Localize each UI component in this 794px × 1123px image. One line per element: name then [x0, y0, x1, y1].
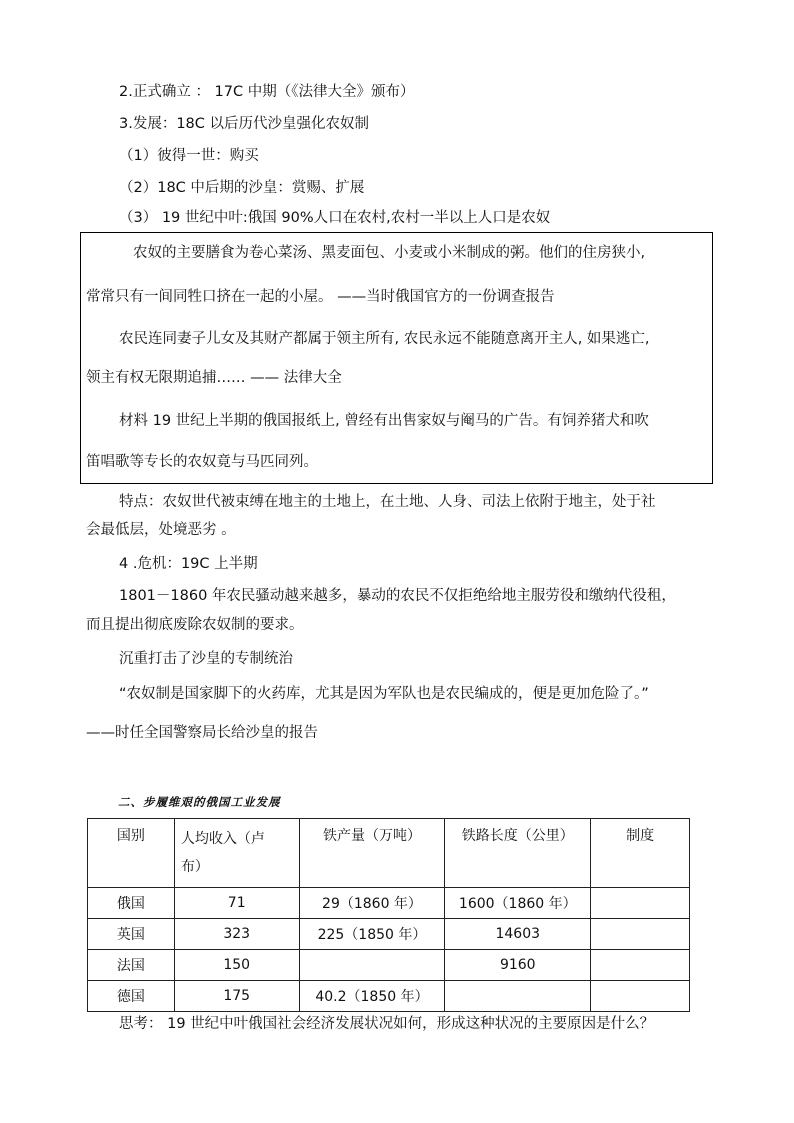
header-income-line1: 人均收入（卢	[180, 831, 265, 847]
table-row	[88, 888, 690, 919]
industry-table	[87, 818, 690, 1012]
crisis-quote: “农奴制是国家脚下的火药库，尤其是因为军队也是农民编成的，便是更加危险了。”	[119, 686, 649, 702]
crisis-title: 4 .危机：19C 上半期	[119, 556, 258, 572]
crisis-line2: 而且提出彻底废除农奴制的要求。	[86, 617, 304, 633]
cell-iron: 40.2（1850 年）	[299, 981, 445, 1012]
crisis-line1: 1801－1860 年农民骚动越来越多，暴动的农民不仅拒绝给地主服劳役和缴纳代役租，	[119, 588, 676, 604]
item-formal-establishment: 2.正式确立 ： 17C 中期（《法律大全》颁布）	[119, 84, 415, 100]
header-iron: 铁产量（万吨）	[299, 819, 445, 888]
cell-income: 150	[174, 950, 299, 981]
cell-country: 英国	[88, 919, 175, 950]
cell-iron: 29（1860 年）	[299, 888, 445, 919]
sub-item-19c: （3） 19 世纪中叶:俄国 90%人口在农村,农村一半以上人口是农奴	[119, 210, 551, 226]
material-para3-line2: 笛唱歌等专长的农奴竟与马匹同列。	[86, 454, 318, 470]
material-box	[80, 232, 713, 484]
header-income-line2: 布）	[180, 859, 209, 875]
cell-country: 俄国	[88, 888, 175, 919]
header-country: 国别	[88, 819, 175, 888]
table-row	[88, 981, 690, 1012]
section-2-title: 二、步履维艰的俄国工业发展	[118, 795, 281, 809]
cell-country: 德国	[88, 981, 175, 1012]
cell-rail: 9160	[445, 950, 591, 981]
cell-income: 71	[174, 888, 299, 919]
material-para1-line2: 常常只有一间同牲口挤在一起的小屋。 ——当时俄国官方的一份调查报告	[86, 289, 555, 305]
material-para1-line1: 农奴的主要膳食为卷心菜汤、黑麦面包、小麦或小米制成的粥。他们的住房狭小,	[133, 245, 646, 261]
cell-system	[591, 981, 690, 1012]
sub-item-peter: （1）彼得一世：购买	[119, 148, 259, 164]
material-para3-line1: 材料 19 世纪上半期的俄国报纸上, 曾经有出售家奴与阉马的广告。有饲养猪犬和吹	[119, 413, 649, 429]
cell-rail: 14603	[445, 919, 591, 950]
cell-income: 323	[174, 919, 299, 950]
header-income	[174, 819, 299, 888]
cell-system	[591, 950, 690, 981]
cell-rail	[445, 981, 591, 1012]
cell-iron: 225（1850 年）	[299, 919, 445, 950]
cell-iron	[299, 950, 445, 981]
crisis-source: ——时任全国警察局长给沙皇的报告	[86, 725, 318, 741]
features-line1: 特点：农奴世代被束缚在地主的土地上，在土地、人身、司法上依附于地主，处于社	[119, 494, 656, 510]
crisis-line3: 沉重打击了沙皇的专制统治	[119, 651, 293, 667]
item-development: 3.发展：18C 以后历代沙皇强化农奴制	[119, 116, 370, 132]
cell-income: 175	[174, 981, 299, 1012]
think-question: 思考： 19 世纪中叶俄国社会经济发展状况如何，形成这种状况的主要原因是什么？	[119, 1016, 655, 1032]
features-line2: 会最低层，处境恶劣 。	[86, 522, 236, 538]
cell-system	[591, 919, 690, 950]
cell-system	[591, 888, 690, 919]
sub-item-tsars: （2）18C 中后期的沙皇：赏赐、扩展	[119, 180, 365, 196]
cell-country: 法国	[88, 950, 175, 981]
material-para2-line1: 农民连同妻子儿女及其财产都属于领主所有, 农民永远不能随意离开主人, 如果逃亡,	[119, 331, 650, 347]
material-para2-line2: 领主有权无限期追捕…… —— 法律大全	[86, 370, 342, 386]
table-row	[88, 919, 690, 950]
table-header-row	[88, 819, 690, 888]
cell-rail: 1600（1860 年）	[445, 888, 591, 919]
header-system: 制度	[591, 819, 690, 888]
table-row	[88, 950, 690, 981]
header-rail: 铁路长度（公里）	[445, 819, 591, 888]
